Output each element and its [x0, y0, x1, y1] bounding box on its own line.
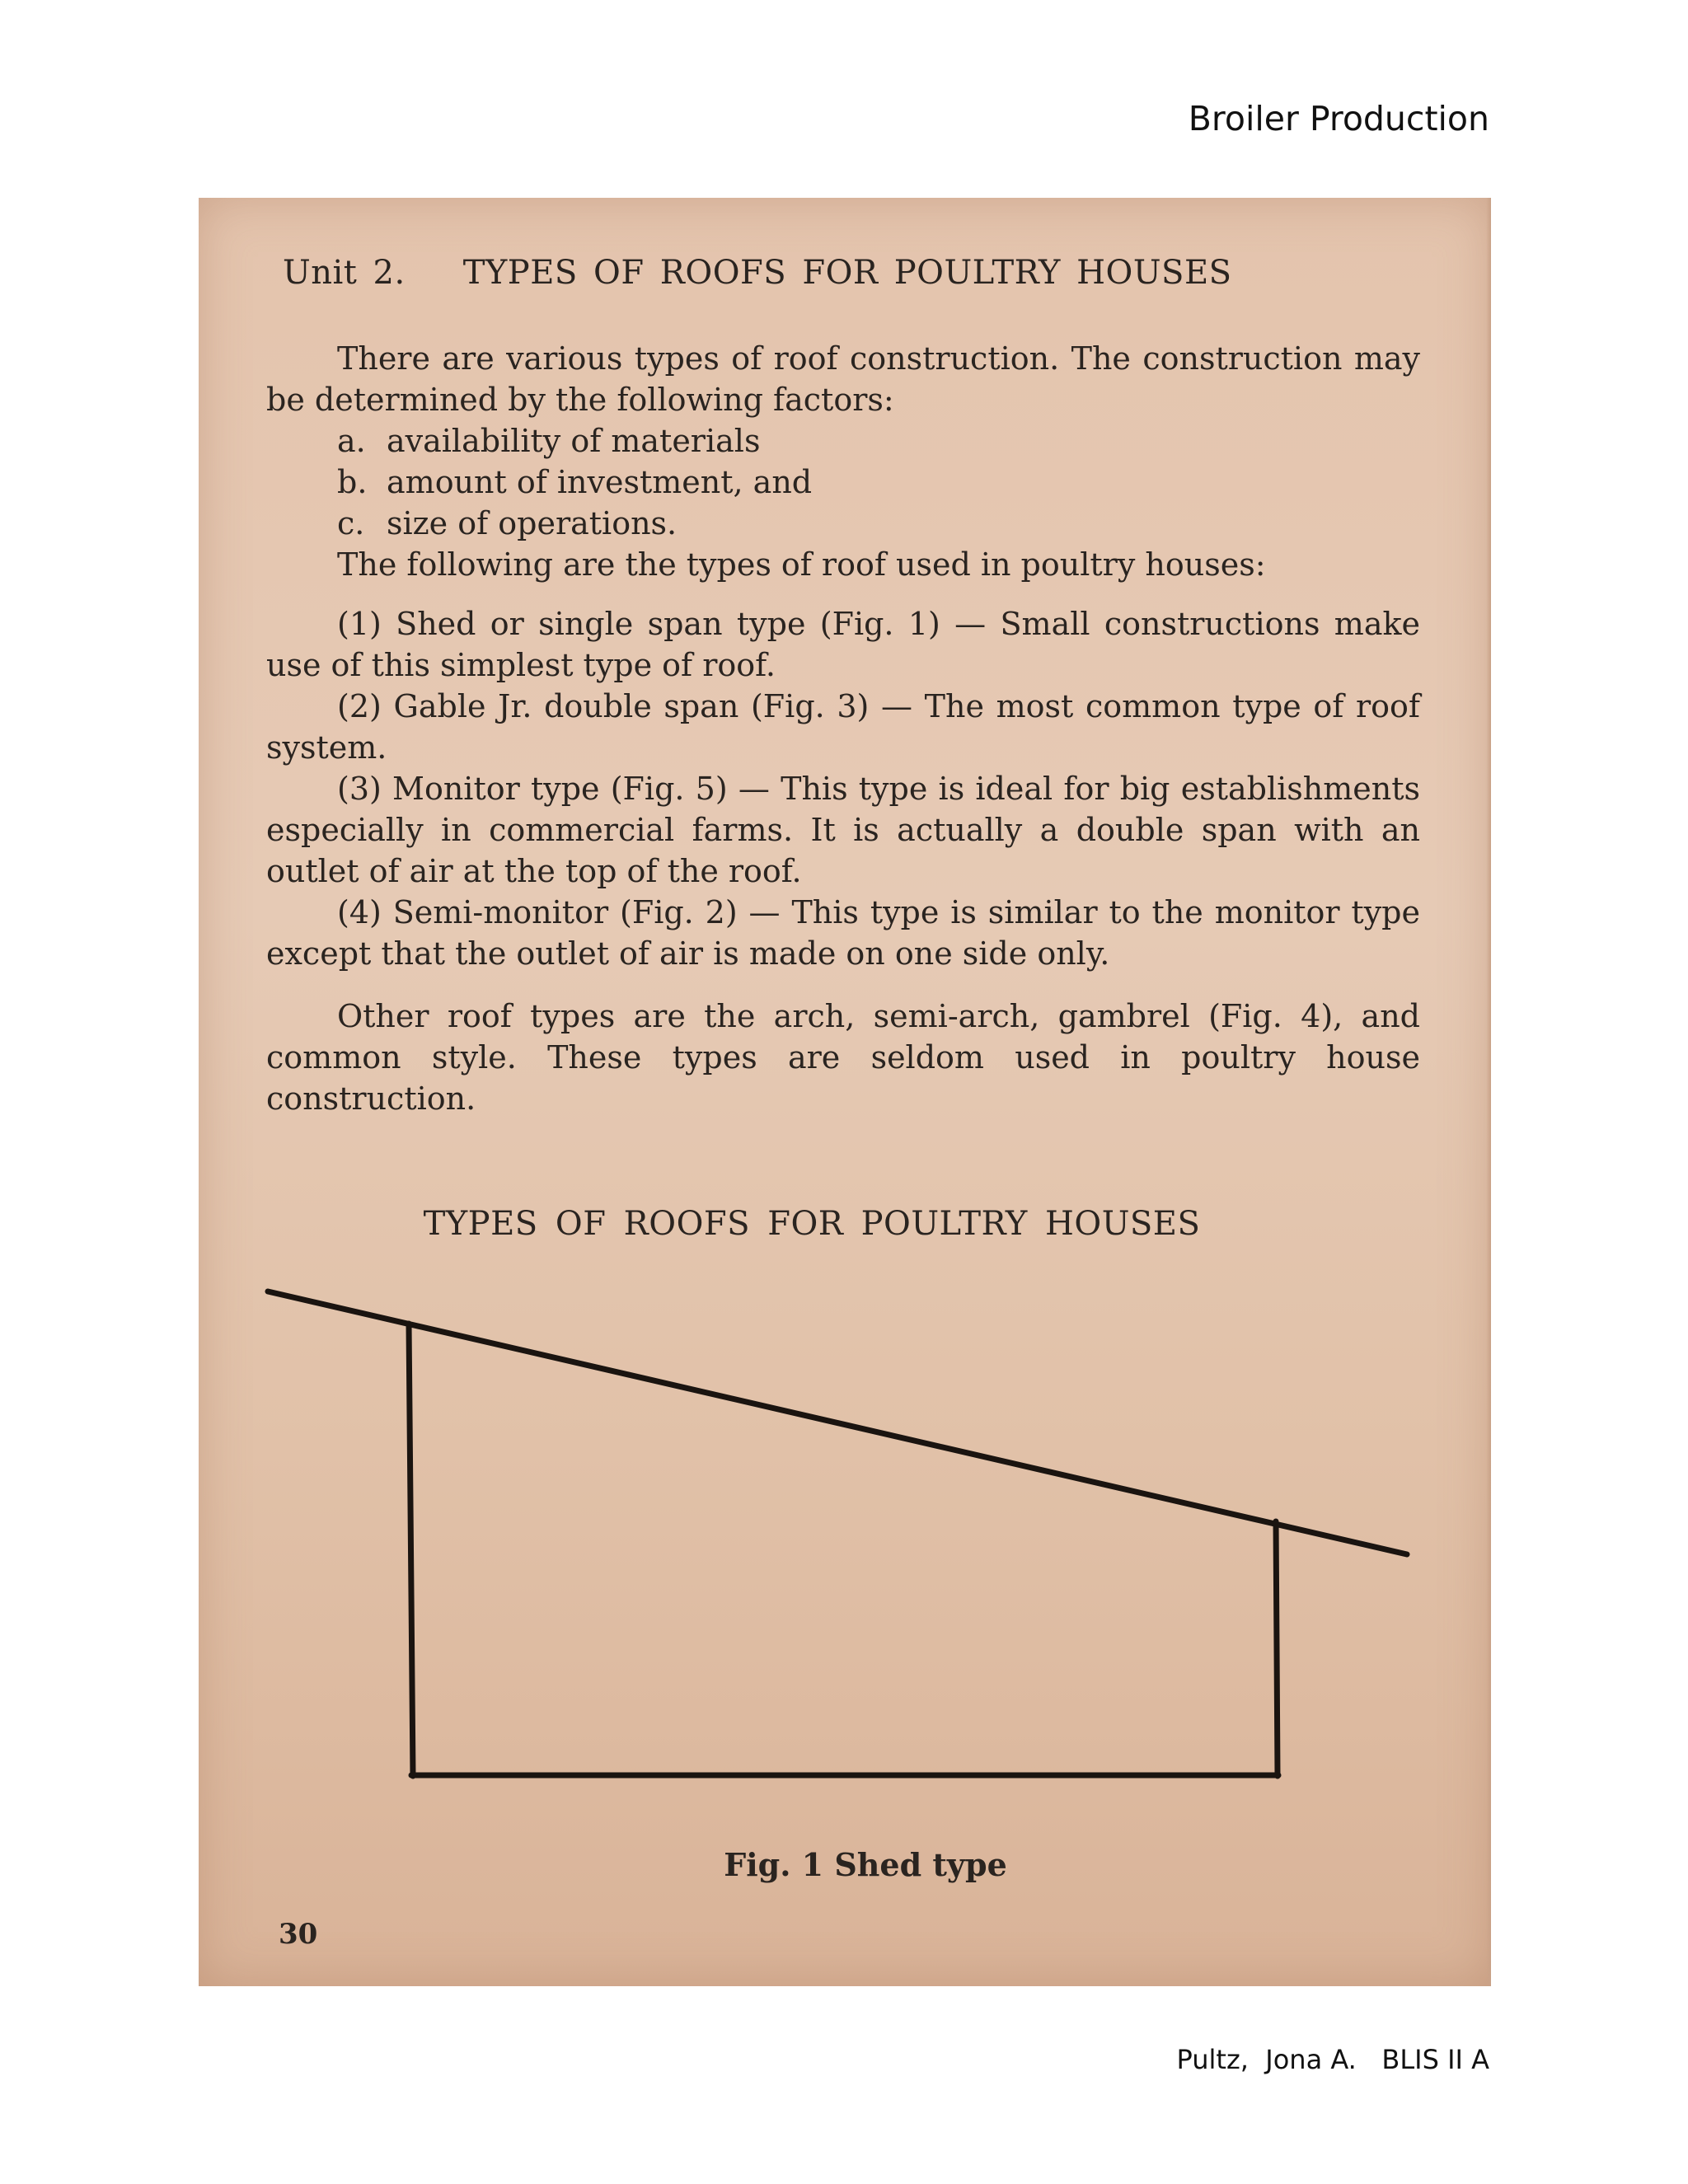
document-footer: Pultz, Jona A. BLIS II A: [1176, 2044, 1489, 2075]
spacer: [266, 585, 1420, 603]
list-item: [266, 503, 1420, 544]
roof-type-paragraph: (2) Gable Jr. double span (Fig. 3) — The most common type of roof system.: [266, 688, 1420, 766]
document-header-title: Broiler Production: [1188, 99, 1489, 138]
list-item: [266, 420, 1420, 462]
roof-line: [268, 1291, 1407, 1554]
right-wall-line: [1276, 1521, 1278, 1776]
left-wall-line: [409, 1324, 413, 1776]
roof-type-paragraph: (3) Monitor type (Fig. 5) — This type is ideal for big establishments especially in commercial farms. It is actually a double span with an outlet of air at the top of the roof.: [266, 771, 1420, 889]
unit-label: Unit 2.: [283, 254, 406, 292]
page-number: 30: [279, 1918, 318, 1951]
spacer: [266, 974, 1420, 996]
list-item-text: amount of investment, and: [387, 464, 813, 500]
intro-paragraph: There are various types of roof construction. The construction may be determined by the following factors:: [266, 340, 1420, 418]
factor-list: [266, 420, 1420, 544]
list-item-text: availability of materials: [387, 423, 761, 459]
list-item-letter: a.: [337, 423, 366, 459]
types-intro-paragraph: The following are the types of roof used in poultry houses:: [337, 546, 1266, 583]
list-item: [266, 462, 1420, 503]
scanned-book-page: [199, 198, 1491, 1986]
list-item-letter: c.: [337, 505, 365, 541]
figure-caption: Fig. 1 Shed type: [724, 1846, 1007, 1883]
other-types-paragraph: Other roof types are the arch, semi-arch, gambrel (Fig. 4), and common style. These types are seldom used in poultry house construction.: [266, 998, 1420, 1117]
roof-type-paragraph: (1) Shed or single span type (Fig. 1) — Small constructions make use of this simplest type of roof.: [266, 606, 1420, 683]
list-item-text: size of operations.: [387, 505, 678, 541]
roof-type-paragraph: (4) Semi-monitor (Fig. 2) — This type is similar to the monitor type except that the outlet of air is made on one side only.: [266, 894, 1420, 972]
list-item-letter: b.: [337, 464, 368, 500]
figure-heading: TYPES OF ROOFS FOR POULTRY HOUSES: [423, 1205, 1201, 1243]
page-edge-shadow: [1486, 198, 1491, 1986]
body-text: [266, 338, 1420, 1119]
unit-heading: [283, 254, 1232, 292]
unit-title: TYPES OF ROOFS FOR POULTRY HOUSES: [462, 254, 1232, 292]
